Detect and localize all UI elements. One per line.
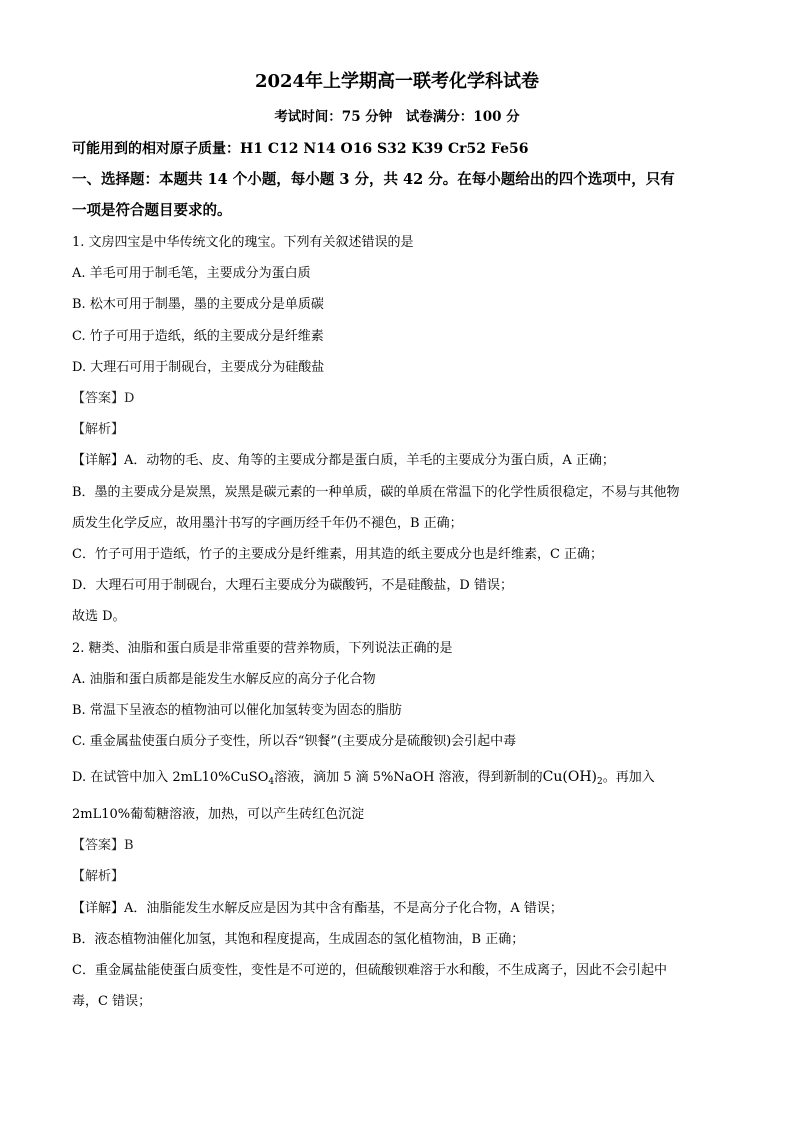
- question-2-analysis-label: 【解析】: [72, 869, 125, 884]
- question-2-answer: 【答案】B: [72, 838, 134, 853]
- question-2-option-d: [72, 768, 655, 791]
- question-2-detail-line: C．重金属盐能使蛋白质变性，变性是不可逆的，但硫酸钡难溶于水和酸，不生成离子，因此不会引起中: [72, 963, 667, 978]
- question-1-detail-line: C．竹子可用于造纸，竹子的主要成分是纤维素，用其造的纸主要成分也是纤维素，C 正确；: [72, 547, 604, 562]
- question-1-detail-line: 质发生化学反应，故用墨汁书写的字画历经千年仍不褪色，B 正确；: [72, 516, 463, 531]
- question-1-stem: 1. 文房四宝是中华传统文化的瑰宝。下列有关叙述错误的是: [72, 235, 414, 250]
- question-1-answer: 【答案】D: [72, 391, 135, 406]
- atomic-masses: 可能用到的相对原子质量：H1 C12 N14 O16 S32 K39 Cr52 Fe56: [72, 141, 529, 157]
- question-1-option-b: B. 松木可用于制墨，墨的主要成分是单质碳: [72, 297, 324, 312]
- question-2-option-b: B. 常温下呈液态的植物油可以催化加氢转变为固态的脂肪: [72, 703, 402, 718]
- section-heading-line-2: 一项是符合题目要求的。: [72, 202, 232, 219]
- question-1-detail-line: D．大理石可用于制砚台，大理石主要成分为碳酸钙，不是硅酸盐，D 错误；: [72, 578, 513, 593]
- question-1-detail-line: B．墨的主要成分是炭黑，炭黑是碳元素的一种单质，碳的单质在常温下的化学性质很稳定，不易与其他物: [72, 485, 680, 500]
- question-2-detail-line: 毒，C 错误；: [72, 994, 152, 1009]
- question-2-option-a: A. 油脂和蛋白质都是能发生水解反应的高分子化合物: [72, 672, 376, 687]
- exam-title: 2024年上学期高一联考化学科试卷: [254, 71, 540, 92]
- exam-subtitle: 考试时间：75 分钟 试卷满分：100 分: [274, 109, 520, 125]
- question-1-detail-line: 【详解】A．动物的毛、皮、角等的主要成分都是蛋白质，羊毛的主要成分为蛋白质，A 正确；: [72, 453, 615, 468]
- option-d-text-3: 。再加入: [602, 770, 655, 785]
- section-heading-line-1: 一、选择题：本题共 14 个小题，每小题 3 分，共 42 分。在每小题给出的四个选项中，只有: [72, 171, 675, 188]
- option-d-text-1: D. 在试管中加入 2mL10%CuSO: [72, 770, 269, 785]
- option-d-text-2: 溶液，滴加 5 滴 5%NaOH 溶液，得到新制的: [274, 770, 543, 785]
- question-2-stem: 2. 糖类、油脂和蛋白质是非常重要的营养物质，下列说法正确的是: [72, 641, 453, 656]
- question-1-option-c: C. 竹子可用于造纸，纸的主要成分是纤维素: [72, 329, 324, 344]
- option-d-subscript-2: 2: [597, 777, 603, 787]
- question-2-option-d-continued: 2mL10%葡萄糖溶液，加热，可以产生砖红色沉淀: [72, 807, 365, 822]
- question-1-conclusion: 故选 D。: [72, 609, 126, 624]
- question-1-option-d: D. 大理石可用于制砚台，主要成分为硅酸盐: [72, 360, 325, 375]
- question-2-detail-line: B．液态植物油催化加氢，其饱和程度提高，生成固态的氢化植物油，B 正确；: [72, 932, 525, 947]
- option-d-formula: Cu(OH): [542, 769, 597, 785]
- question-2-detail-line: 【详解】A．油脂能发生水解反应是因为其中含有酯基，不是高分子化合物，A 错误；: [72, 901, 563, 916]
- question-2-option-c: C. 重金属盐使蛋白质分子变性，所以吞“钡餐”(主要成分是硫酸钡)会引起中毒: [72, 734, 517, 749]
- question-1-option-a: A. 羊毛可用于制毛笔，主要成分为蛋白质: [72, 266, 311, 281]
- question-1-analysis-label: 【解析】: [72, 422, 125, 437]
- option-d-subscript-1: 4: [268, 777, 275, 787]
